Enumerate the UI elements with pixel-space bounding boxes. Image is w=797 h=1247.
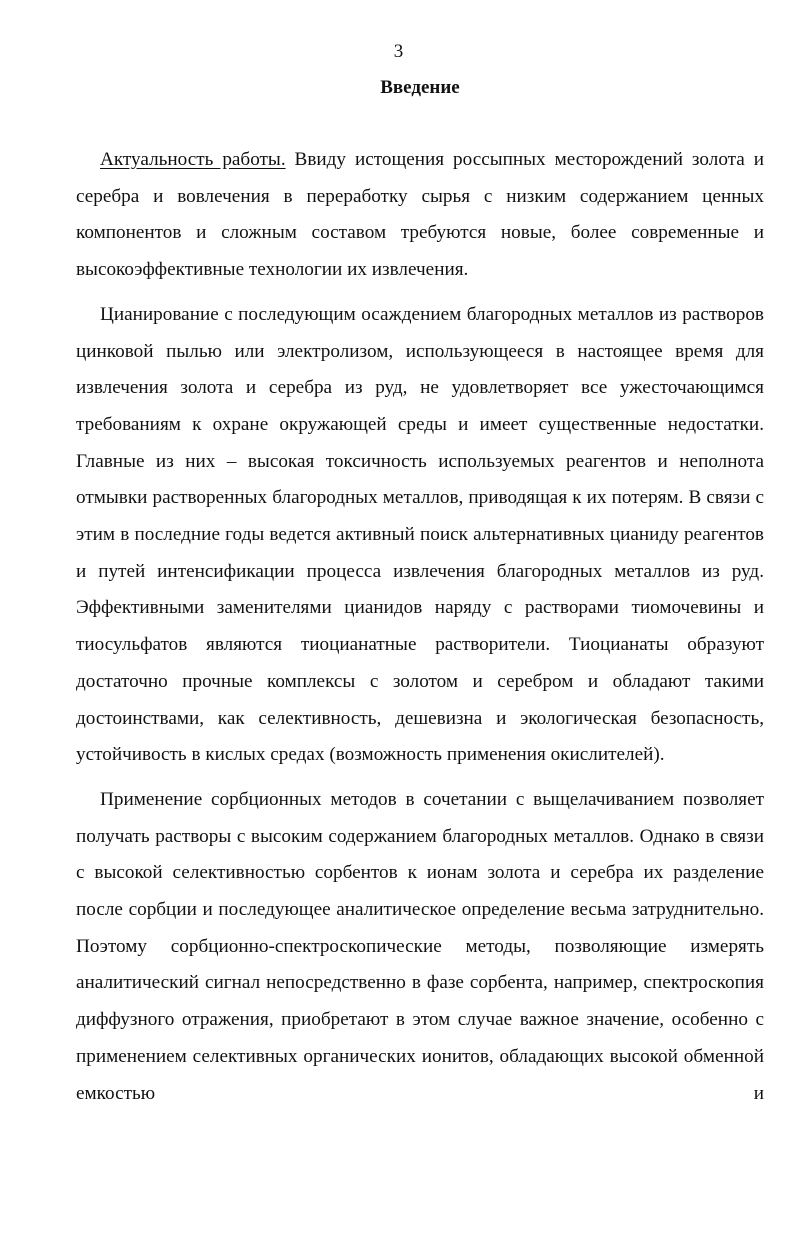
paragraph-cyanidation [76,297,764,774]
paragraph-text: Цианирование с последующим осаждением благородных металлов из растворов цинковой пылью или электролизом, использующееся в настоящее время для извлечения золота и серебра из руд, не удовлетворяет все ужесточающимся требованиям к охране окружающей среды и имеет существенные недостатки. Главные из них – высокая токсичность используемых реагентов и неполнота отмывки растворенных благородных металлов, приводящая к их потерям. В связи с этим в последние годы ведется активный поиск альтернативных цианиду реагентов и путей интенсификации процесса извлечения благородных металлов из руд. Эффективными заменителями цианидов наряду с растворами тиомочевины и тиосульфатов являются тиоцианатные растворители. Тиоцианаты образуют достаточно прочные комплексы с золотом и серебром и обладают такими достоинствами, как селективность, дешевизна и экологическая безопасность, устойчивость в кислых средах (возможность применения окислителей). [76,303,764,766]
paragraph-relevance [76,142,764,289]
paragraph-sorption [76,782,764,1112]
paragraph-lead-underlined: Актуальность работы. [100,149,286,170]
body-text [76,142,764,1112]
section-heading: Введение [380,77,460,98]
paragraph-text: Ввиду истощения россыпных месторождений золота и серебра и вовлечения в переработку сырья с низким содержанием ценных компонентов и сложным составом требуются новые, более современные и высокоэффективные технологии их извлечения. [76,149,764,281]
page-number: 3 [393,41,404,62]
paragraph-text: Применение сорбционных методов в сочетании с выщелачиванием позволяет получать растворы с высоким содержанием благородных металлов. Однако в связи с высокой селективностью сорбентов к ионам золота и серебра их разделение после сорбции и последующее аналитическое определение весьма затруднительно. Поэтому сорбционно-спектроскопические методы, позволяющие измерять аналитический сигнал непосредственно в фазе сорбента, например, спектроскопия диффузного отражения, приобретают в этом случае важное значение, особенно с применением селективных органических ионитов, обладающих высокой обменной емкостью и [76,788,764,1104]
